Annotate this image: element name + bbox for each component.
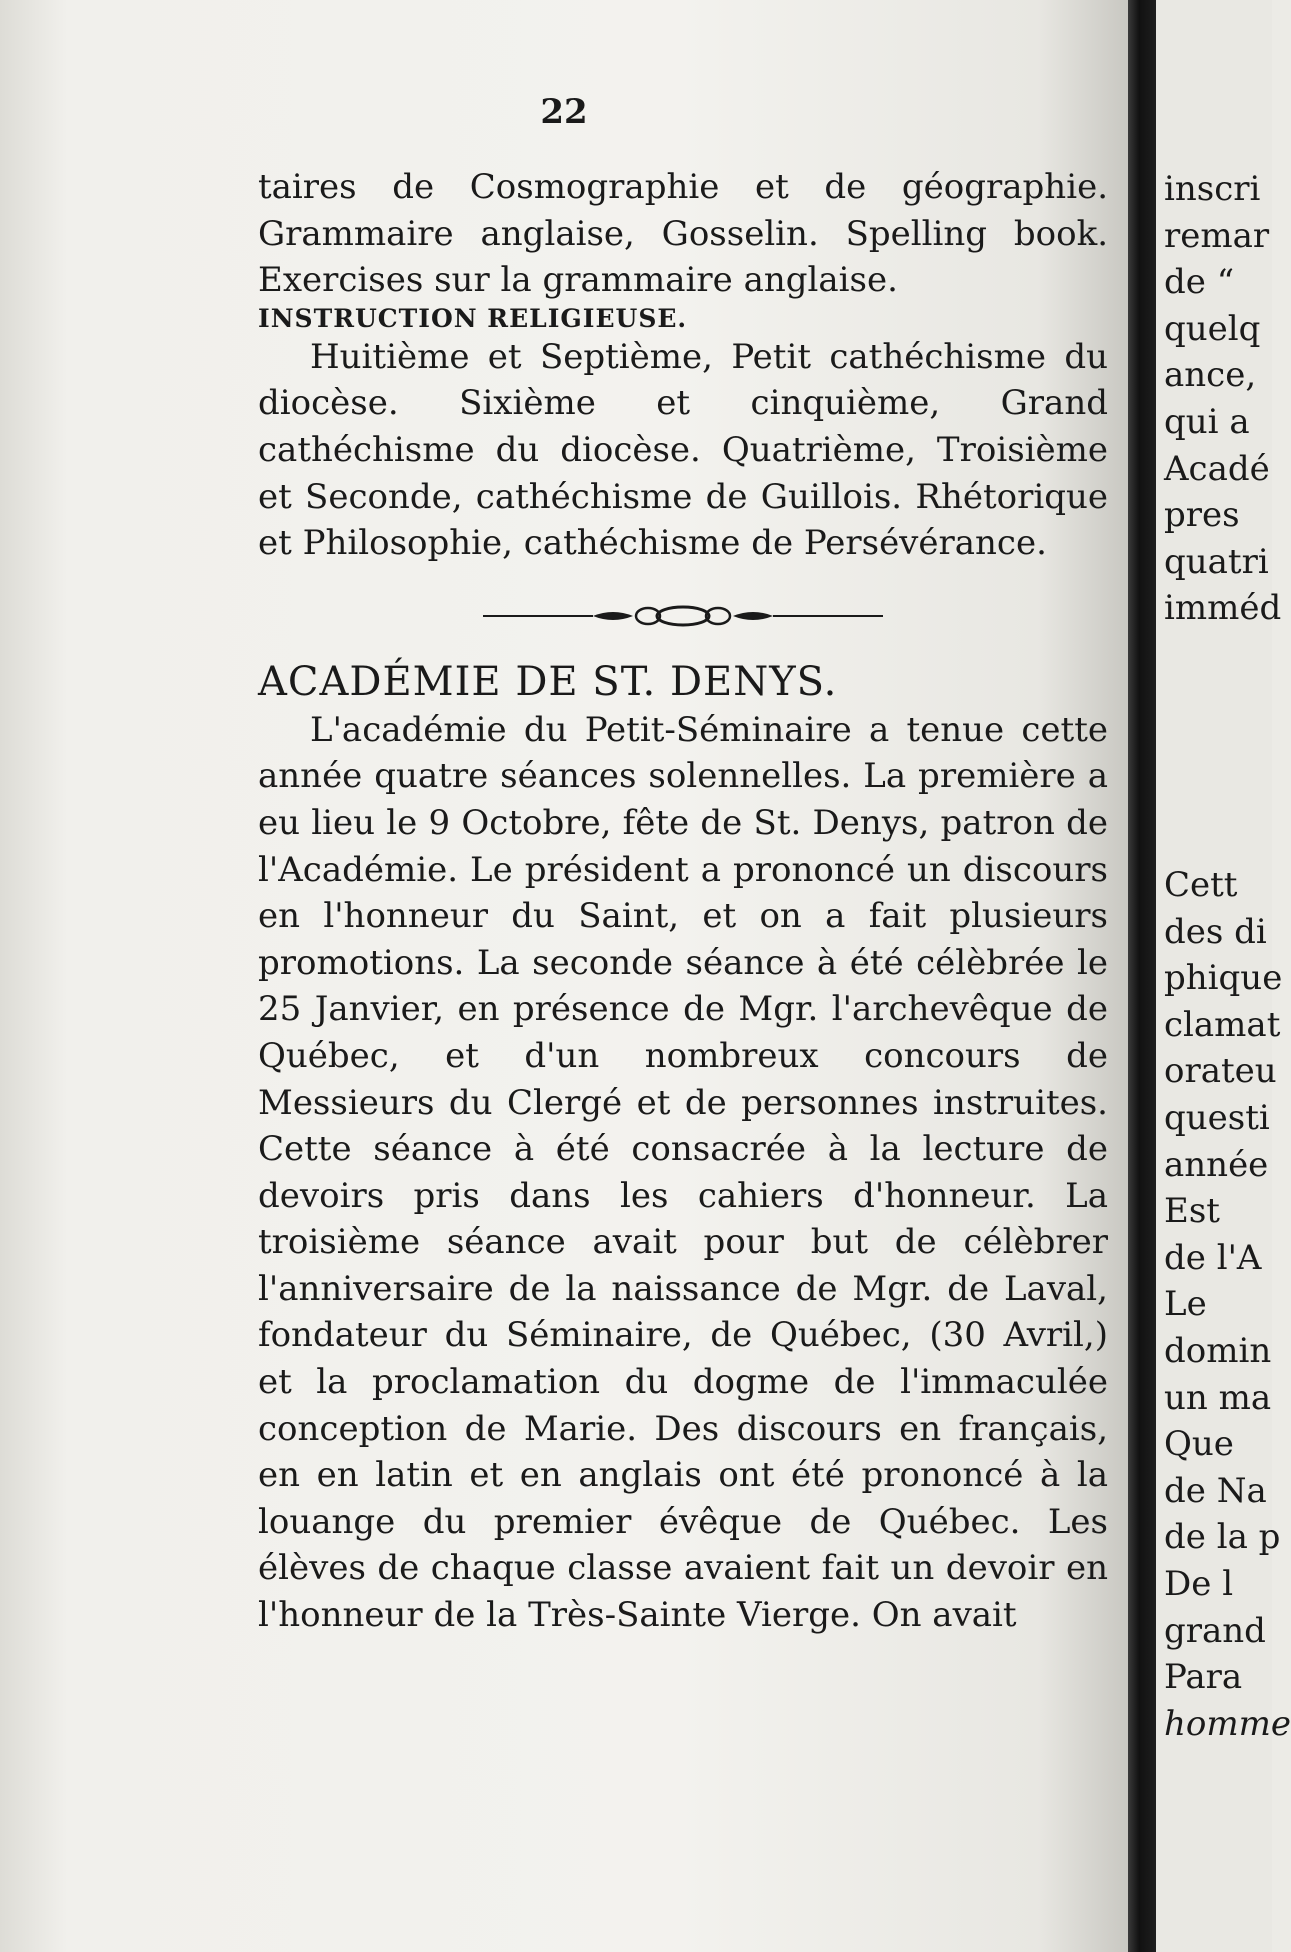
fragment-line: homme	[1164, 1703, 1291, 1744]
fragment-line: remar	[1164, 215, 1270, 256]
page-number: 22	[540, 92, 588, 132]
fragment-line: Que	[1164, 1424, 1234, 1465]
religion-paragraph: Huitième et Septième, Petit cathéchisme du diocèse. Sixième et cinquième, Grand cathéchisme du diocèse. Quatrième, Troisième et Seconde, cathéchisme de Guillois. Rhétorique et Philosophie, cathéchisme de Persévérance.	[258, 336, 1108, 564]
subheading-instruction-religieuse: INSTRUCTION RELIGIEUSE.	[258, 303, 688, 333]
adjacent-page-fragments-bottom	[1164, 862, 1291, 1747]
fragment-line: phique	[1164, 958, 1283, 999]
fragment-line: de l'A	[1164, 1237, 1262, 1278]
fragment-line: Para	[1164, 1657, 1243, 1698]
text-column	[258, 164, 1108, 1639]
fragment-line: clamat	[1164, 1004, 1281, 1045]
fragment-line: qui a	[1164, 401, 1250, 442]
fragment-line: un ma	[1164, 1377, 1272, 1418]
fragment-line: année	[1164, 1144, 1269, 1185]
fragment-line: Le	[1164, 1284, 1207, 1325]
fragment-line: domin	[1164, 1330, 1272, 1371]
fragment-line: De l	[1164, 1563, 1234, 1604]
fragment-line: de la p	[1164, 1517, 1281, 1558]
fragment-line: quatri	[1164, 541, 1269, 582]
fragment-line: Cett	[1164, 865, 1238, 905]
ornament-divider	[483, 603, 883, 629]
fragment-line: Est	[1164, 1191, 1220, 1232]
adjacent-page	[1156, 0, 1291, 1952]
adjacent-page-fragments-top	[1164, 166, 1281, 632]
fragment-line: orateu	[1164, 1051, 1277, 1092]
academy-paragraph: L'académie du Petit-Séminaire a tenue cette année quatre séances solennelles. La première a eu lieu le 9 Octobre, fête de St. Denys, patron de l'Académie. Le président a prononcé un discours en l'honneur du Saint, et on a fait plusieurs promotions. La seconde séance à été célèbrée le 25 Janvier, en présence de Mgr. l'archevêque de Québec, et d'un nombreux concours de Messieurs du Clergé et de personnes instruites. Cette séance à été consacrée à la lecture de devoirs pris dans les cahiers d'honneur. La troisième séance avait pour but de célèbrer l'anniversaire de la naissance de Mgr. de Laval, fondateur du Séminaire, de Québec, (30 Avril,) et la proclamation du dogme de l'immaculée conception de Marie. Des discours en français, en en latin et en anglais ont été prononcé à la louange du premier évêque de Québec. Les élèves de chaque classe avaient fait un devoir en l'honneur de la Très-Sainte Vierge. On avait	[258, 709, 1108, 1636]
fragment-line: grand	[1164, 1610, 1266, 1651]
fragment-line: des di	[1164, 911, 1267, 952]
fragment-line: Acadé	[1164, 448, 1270, 489]
book-gutter	[1128, 0, 1156, 1952]
fragment-line: quelq	[1164, 308, 1261, 349]
fragment-line: de “	[1164, 262, 1235, 303]
fragment-line: imméd	[1164, 588, 1282, 629]
fragment-line: de Na	[1164, 1470, 1267, 1511]
top-paragraph: taires de Cosmographie et de géographie. Grammaire anglaise, Gosselin. Spelling book. Exercises sur la grammaire anglaise.	[258, 167, 1108, 301]
section-title: ACADÉMIE DE ST. DENYS.	[258, 658, 838, 705]
fragment-line: inscri	[1164, 169, 1261, 209]
fragment-line: questi	[1164, 1097, 1270, 1138]
fragment-line: pres	[1164, 495, 1240, 536]
fragment-line: ance,	[1164, 355, 1257, 396]
